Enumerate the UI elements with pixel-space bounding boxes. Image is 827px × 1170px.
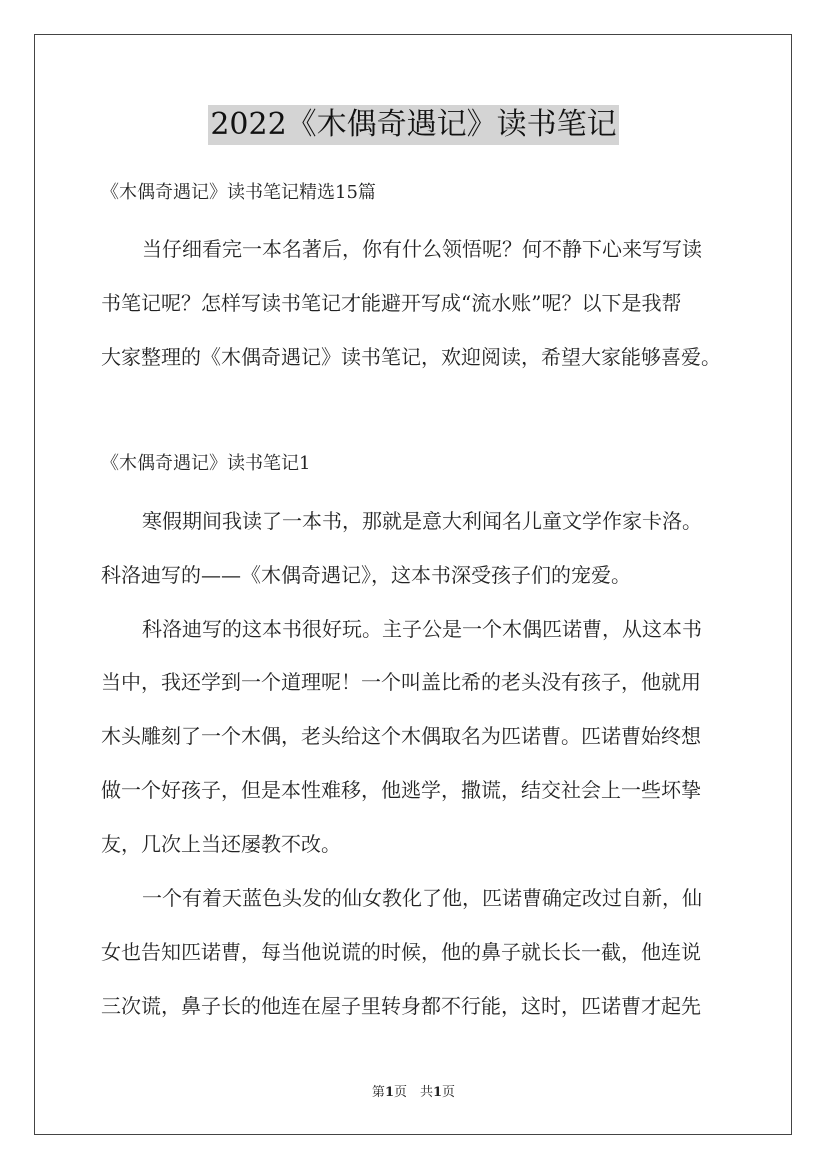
document-title-text: 2022《木偶奇遇记》读书笔记 <box>208 105 618 145</box>
section1-line-5: 木头雕刻了一个木偶，老头给这个木偶取名为匹诺曹。匹诺曹始终想 <box>101 724 701 748</box>
intro-heading: 《木偶奇遇记》读书笔记精选15篇 <box>101 182 376 203</box>
footer-page-current: 1 <box>384 1085 394 1100</box>
section1-line-2: 科洛迪写的——《木偶奇遇记》，这本书深受孩子们的宠爱。 <box>101 563 631 587</box>
section1-line-1: 寒假期间我读了一本书，那就是意大利闻名儿童文学作家卡洛。 <box>142 509 702 533</box>
footer-page-prefix: 第 <box>371 1085 385 1100</box>
section1-line-6: 做一个好孩子，但是本性难移，他逃学，撒谎，结交社会上一些坏挚 <box>101 778 701 802</box>
footer-page-total: 1 <box>433 1085 443 1100</box>
section1-line-7: 友，几次上当还屡教不改。 <box>101 832 341 856</box>
intro-line-2: 书笔记呢？怎样写读书笔记才能避开写成“流水账”呢？以下是我帮 <box>101 291 682 315</box>
footer-page-suffix: 页 <box>442 1085 456 1100</box>
page-footer <box>0 1084 827 1102</box>
section1-line-10: 三次谎，鼻子长的他连在屋子里转身都不行能，这时，匹诺曹才起先 <box>101 994 701 1018</box>
intro-line-1: 当仔细看完一本名著后，你有什么领悟呢？何不静下心来写写读 <box>142 237 702 261</box>
section1-line-4: 当中，我还学到一个道理呢！一个叫盖比希的老头没有孩子，他就用 <box>101 670 701 694</box>
document-title <box>0 104 827 145</box>
intro-line-3: 大家整理的《木偶奇遇记》读书笔记，欢迎阅读，希望大家能够喜爱。 <box>101 345 721 369</box>
section1-line-9: 女也告知匹诺曹，每当他说谎的时候，他的鼻子就长长一截，他连说 <box>101 940 701 964</box>
footer-page-mid: 页 共 <box>393 1085 433 1100</box>
section1-line-8: 一个有着天蓝色头发的仙女教化了他，匹诺曹确定改过自新，仙 <box>142 886 702 910</box>
section1-line-3: 科洛迪写的这本书很好玩。主子公是一个木偶匹诺曹，从这本书 <box>142 617 702 641</box>
section1-heading: 《木偶奇遇记》读书笔记1 <box>101 453 311 474</box>
